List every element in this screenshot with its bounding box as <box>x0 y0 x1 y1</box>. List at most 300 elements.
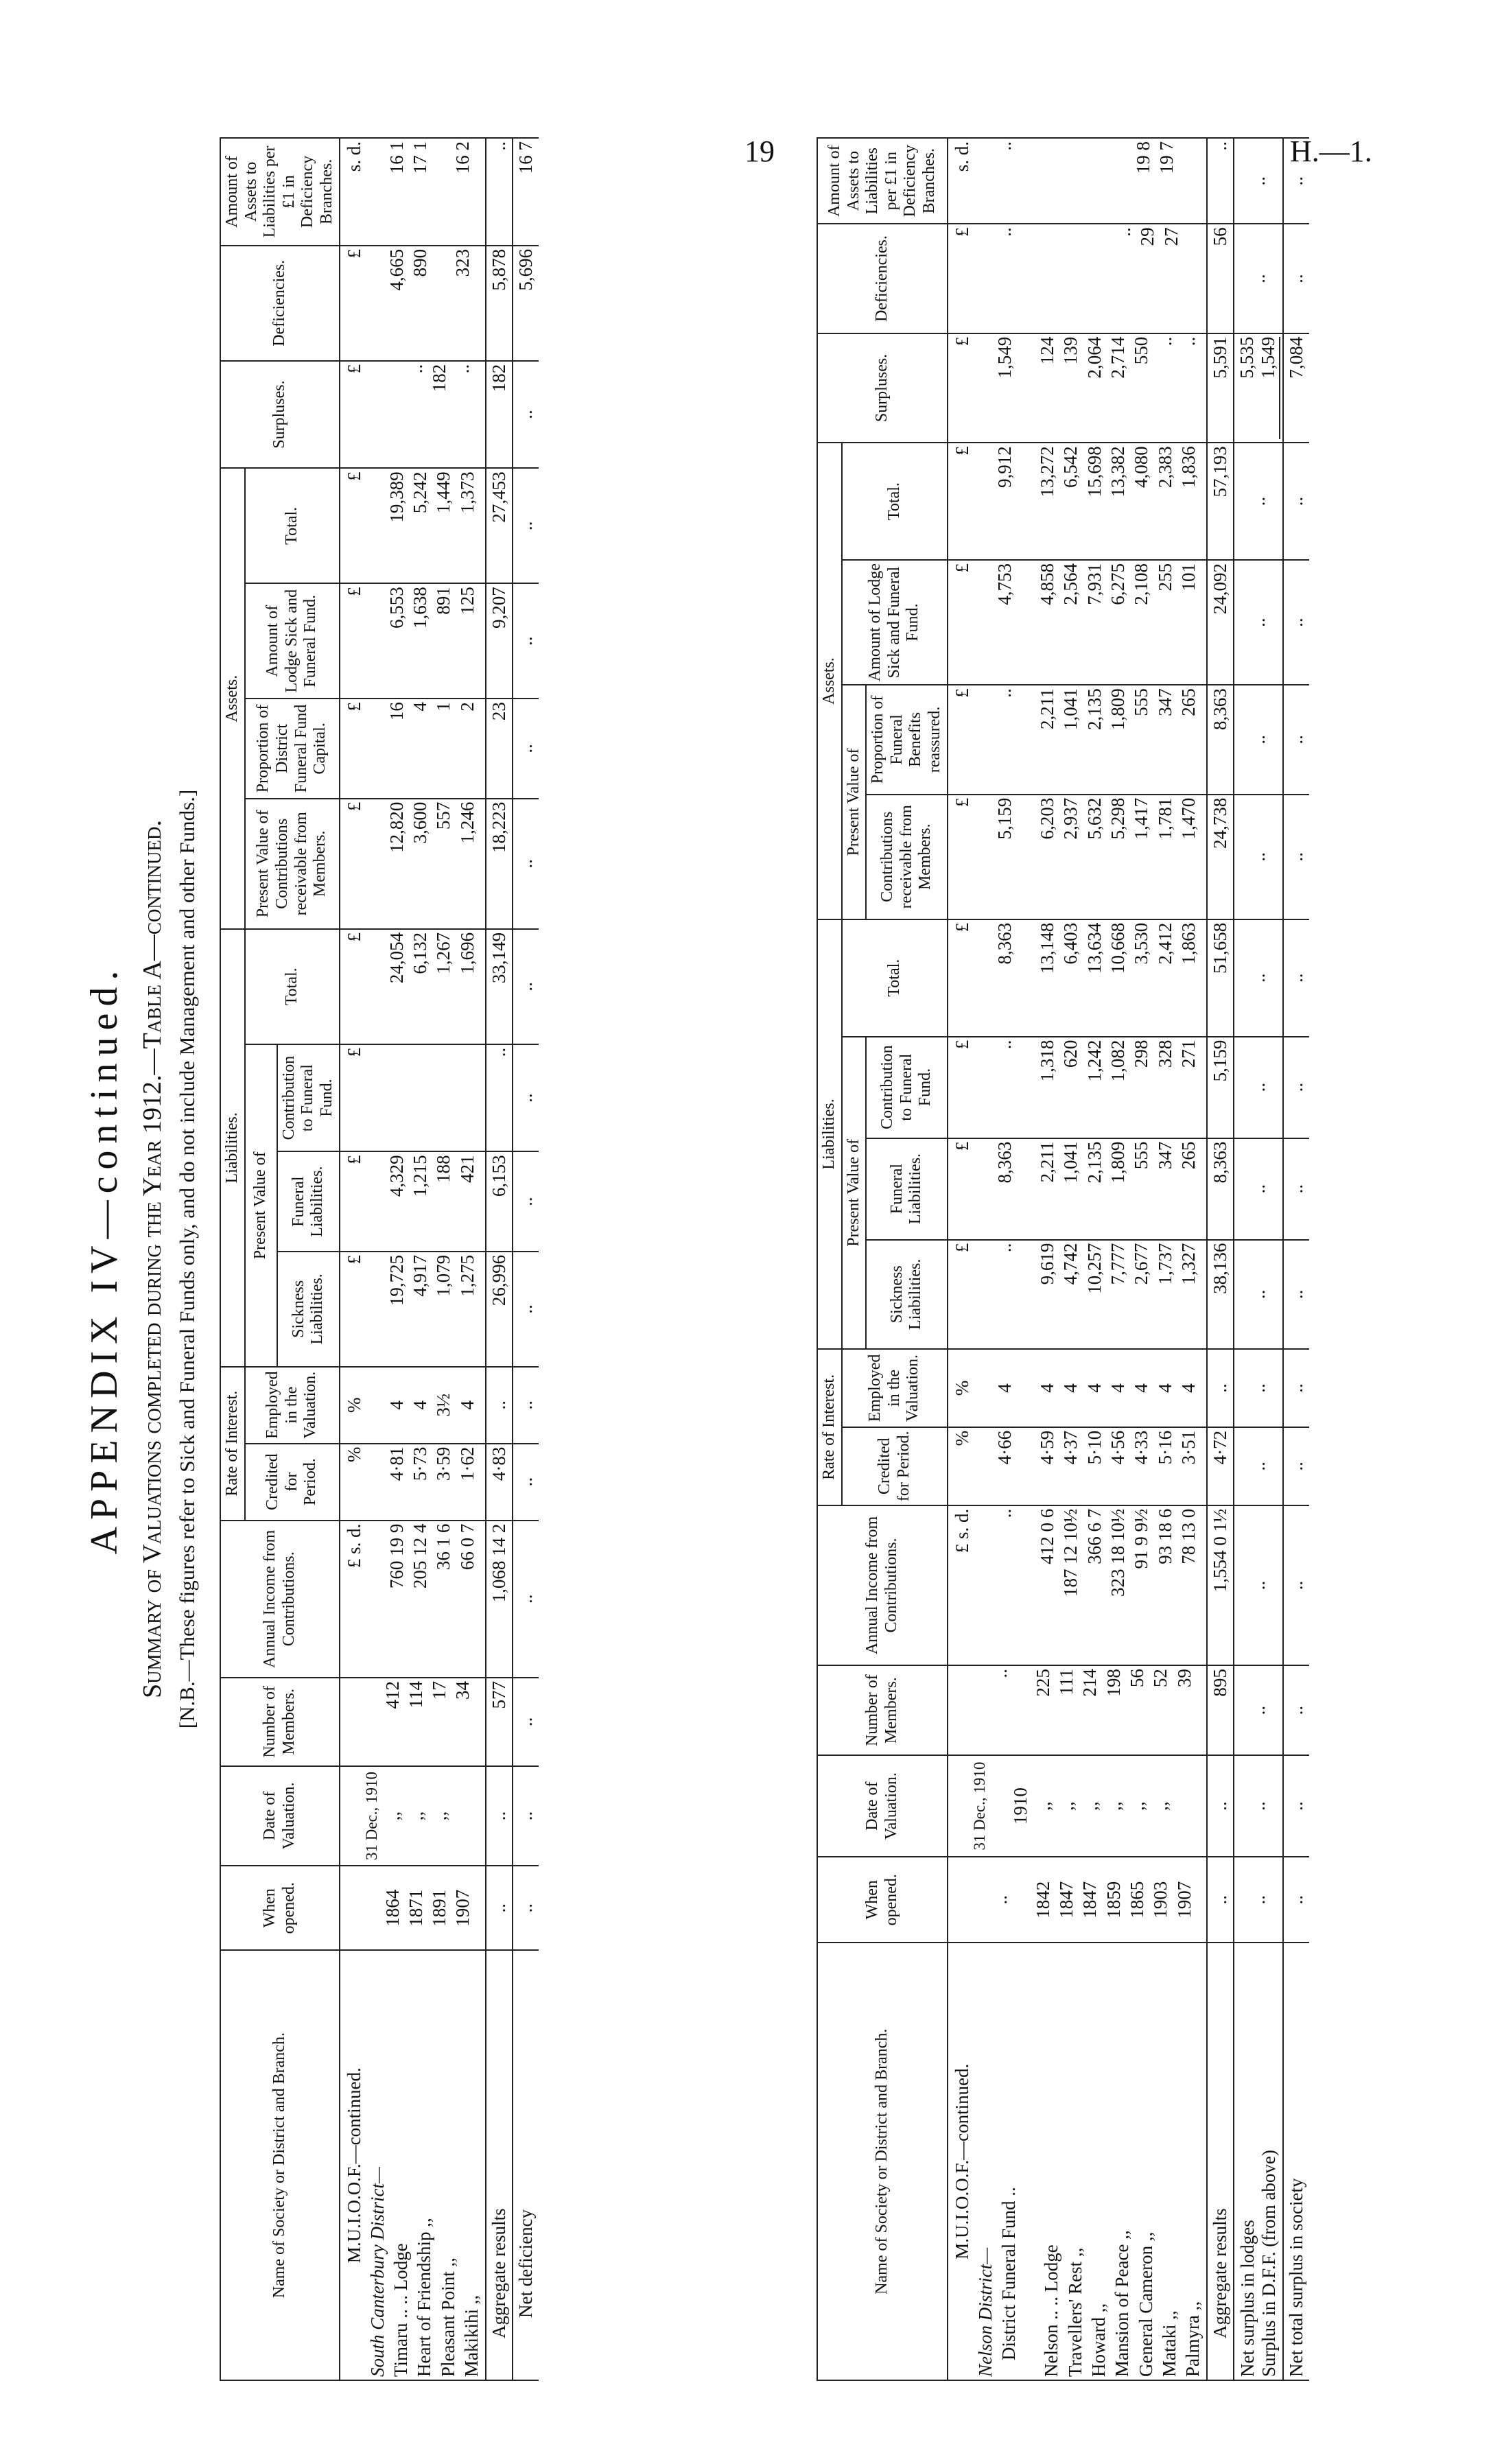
unit-label: £ <box>951 1040 972 1050</box>
members-value: 56 <box>1126 1669 1147 1688</box>
pv-value: 1,246 <box>456 801 478 844</box>
col-funeral: Funeral Liabilities. <box>866 1138 947 1240</box>
prop-value: 2,135 <box>1083 688 1105 730</box>
income-value: 93 18 6 <box>1154 1508 1175 1564</box>
opened-value: 1842 <box>1032 1881 1053 1919</box>
funeral-value: 347 <box>1154 1141 1175 1170</box>
credited-value: 4·81 <box>386 1446 407 1481</box>
col-surpluses: Surpluses. <box>817 333 948 443</box>
unit-label: £ <box>951 797 972 808</box>
aggregate-funeral: 8,363 <box>1207 1138 1234 1240</box>
date-value: ,, <box>406 1811 427 1821</box>
col-liabilities: Liabilities. <box>817 919 842 1349</box>
surplus-value: 182 <box>429 364 450 392</box>
unit-label: % <box>951 1430 972 1446</box>
members-value: 225 <box>1032 1669 1053 1697</box>
unit-label: £ <box>951 563 972 573</box>
income-value: 205 12 4 <box>410 1523 431 1589</box>
unit-label: % <box>343 1446 364 1463</box>
funeral-cell <box>340 1151 486 1251</box>
deficiency-value: 323 <box>452 248 473 277</box>
opened-value: 1859 <box>1103 1881 1124 1919</box>
employed-value: 4 <box>410 1400 431 1410</box>
unit-label: £ <box>951 446 972 456</box>
sickness-cell <box>948 1240 1208 1349</box>
opened-value: 1891 <box>429 1889 450 1927</box>
table-note: [N.B.—These figures refer to Sick and Funeral Funds only, and do not include Management and other Funds.] <box>175 789 199 1729</box>
funeral-value: 555 <box>1131 1141 1152 1170</box>
col-assets-total: Total. <box>842 443 948 560</box>
branch-name: District Funeral Fund .. <box>998 2187 1020 2360</box>
aggregate-assets: 57,193 <box>1207 443 1234 560</box>
col-employed: Employed in the Valuation. <box>842 1349 948 1427</box>
credited-value: 5·73 <box>410 1446 431 1481</box>
col-present-value: Present Value of <box>842 1037 867 1349</box>
surplus-value: 124 <box>1037 336 1058 365</box>
ratio-value <box>432 141 451 242</box>
prop-value: 4 <box>410 702 431 712</box>
names-cell <box>948 1943 1208 2380</box>
unit-label: £ <box>343 1047 364 1057</box>
sickness-value: 1,079 <box>433 1254 454 1297</box>
aggregate-contrib: 5,159 <box>1207 1037 1234 1138</box>
unit-label: £ <box>343 932 364 942</box>
opened-cell <box>948 1857 1208 1943</box>
lodge-value: 4,753 <box>994 563 1015 605</box>
opened-value: 1907 <box>1173 1881 1195 1919</box>
col-name: Name of Society or District and Branch. <box>220 1950 340 2380</box>
col-opened: When opened. <box>817 1857 948 1943</box>
lodge-cell <box>948 560 1208 685</box>
sickness-value: 4,917 <box>410 1254 431 1297</box>
date-value: ,, <box>430 1811 451 1821</box>
contrib-value: 1,318 <box>1037 1040 1058 1082</box>
branch-name: Makikihi ,, <box>460 2295 482 2377</box>
income-value: 187 12 10½ <box>1060 1508 1081 1597</box>
income-value: 323 18 10½ <box>1107 1508 1128 1597</box>
employed-value: 4 <box>1037 1383 1058 1393</box>
deficiency-value: .. <box>994 227 1015 237</box>
sickness-value: 2,677 <box>1131 1243 1152 1285</box>
income-value: 412 0 6 <box>1037 1508 1058 1564</box>
employed-cell <box>948 1349 1208 1427</box>
sickness-value: 4,742 <box>1060 1243 1081 1285</box>
assets-value: 1,449 <box>433 471 454 514</box>
prop-cell <box>340 699 486 798</box>
col-credited: Credited for Period. <box>842 1427 948 1505</box>
lodge-value: 6,553 <box>386 587 407 629</box>
credited-value: 5·16 <box>1154 1430 1175 1465</box>
col-deficiencies: Deficiencies. <box>220 246 340 361</box>
names-cell <box>340 1950 486 2380</box>
date-value: ,, <box>1127 1801 1149 1811</box>
branch-name: Mansion of Peace ,, <box>1112 2230 1133 2377</box>
liab-total-cell <box>948 919 1208 1037</box>
opened-value: 1847 <box>1056 1881 1077 1919</box>
aggregate-members: 895 <box>1207 1665 1234 1755</box>
aggregate-surplus: 182 <box>486 361 513 469</box>
col-sickness: Sickness Liabilities. <box>277 1252 340 1367</box>
assets-total-cell <box>948 443 1208 560</box>
branch-name: Timaru .. .. Lodge <box>390 2243 412 2377</box>
col-surpluses: Surpluses. <box>220 361 340 469</box>
funeral-value: 265 <box>1177 1141 1199 1170</box>
contrib-value: 328 <box>1154 1040 1175 1068</box>
date-value: ,, <box>1057 1801 1078 1811</box>
col-members: Number of Members. <box>220 1678 340 1766</box>
credited-value: 1·62 <box>456 1446 478 1481</box>
sickness-value: 1,737 <box>1154 1243 1175 1285</box>
net-surplus-lodges-value: 5,535 <box>1236 336 1258 379</box>
col-liab-total: Total. <box>245 929 340 1044</box>
col-employed: Employed in the Valuation. <box>245 1367 340 1444</box>
unit-label: % <box>343 1397 364 1413</box>
aggregate-funeral: 6,153 <box>486 1151 513 1251</box>
lodge-value: 2,108 <box>1131 563 1152 605</box>
sickness-value: 1,275 <box>456 1254 478 1297</box>
col-rate: Rate of Interest. <box>817 1349 842 1505</box>
credited-value: 5·10 <box>1083 1430 1105 1465</box>
opened-value: 1903 <box>1150 1881 1171 1919</box>
assets-value: 19,389 <box>386 471 407 523</box>
assets-value: 15,698 <box>1083 446 1105 497</box>
aggregate-label: Aggregate results <box>486 1950 513 2380</box>
assets-value: 1,373 <box>456 471 478 514</box>
liab-total-value: 6,403 <box>1060 922 1081 965</box>
surplus-value: .. <box>405 364 426 374</box>
net-deficiency-value: 5,696 <box>513 246 539 361</box>
credited-value: 4·66 <box>994 1430 1015 1465</box>
lodge-value: 101 <box>1177 563 1199 591</box>
date-value: ,, <box>1151 1801 1172 1811</box>
deficiency-value <box>432 249 451 357</box>
col-date: Date of Valuation. <box>817 1755 948 1857</box>
unit-label: £ <box>343 1155 364 1164</box>
assets-total-cell <box>340 468 486 583</box>
ratio-value: .. <box>994 141 1015 151</box>
assets-value: 1,836 <box>1177 446 1199 488</box>
members-value: 52 <box>1150 1669 1171 1688</box>
date-value: ,, <box>1103 1801 1125 1811</box>
income-value: 760 19 9 <box>386 1523 407 1589</box>
lodge-value: 891 <box>433 587 454 615</box>
surplus-value: .. <box>1154 336 1175 347</box>
surplus-value: 2,714 <box>1107 336 1128 379</box>
unit-label: £ <box>343 248 364 259</box>
deficiency-cell <box>948 224 1208 333</box>
credited-value: 4·56 <box>1107 1430 1128 1465</box>
pv-contrib-cell <box>948 795 1208 919</box>
credited-cell <box>340 1444 486 1521</box>
aggregate-credited: 4·83 <box>486 1444 513 1521</box>
contrib-funeral-cell <box>340 1044 486 1152</box>
unit-label: % <box>951 1380 972 1396</box>
lodge-value: 1,638 <box>410 587 431 629</box>
prop-value: 265 <box>1177 688 1199 716</box>
liab-total-cell <box>340 929 486 1044</box>
funeral-value: 188 <box>433 1155 454 1183</box>
col-pv-contrib: Present Value of Contributions receivable from Members. <box>245 799 340 929</box>
prop-value: 555 <box>1131 688 1152 716</box>
col-assets-total: Total. <box>245 468 340 583</box>
opened-value: .. <box>989 1894 1011 1905</box>
unit-label: £ <box>343 471 364 481</box>
contrib-value: 620 <box>1060 1040 1081 1068</box>
aggregate-row: Aggregate results .. .. 895 1,554 0 1½ 4·72 .. 38,136 8,363 5,159 51,658 24,738 8,363 24,092 57,193 5,591 56 .. <box>1207 138 1234 2380</box>
employed-value: 4 <box>1083 1383 1105 1393</box>
lodge-value: 6,275 <box>1107 563 1128 605</box>
net-surplus-lodges-row: Net surplus in lodges Surplus in D.F.F. (from above) .. .. .. .. .. .. .. .. .. .. .. .. .. .. 5,535 1,549 .. .. <box>1234 138 1283 2380</box>
employed-value: 4 <box>1107 1383 1128 1393</box>
col-deficiencies: Deficiencies. <box>817 224 948 333</box>
unit-label: £ s. d. <box>343 1523 364 1569</box>
employed-value: 4 <box>994 1383 1015 1393</box>
lodge-value: 125 <box>456 587 478 615</box>
net-total-surplus-value: 7,084 <box>1283 333 1309 443</box>
contrib-value: 298 <box>1131 1040 1152 1068</box>
opened-value: 1871 <box>405 1889 426 1927</box>
credited-value: 4·33 <box>1131 1430 1152 1465</box>
assets-value: 9,912 <box>994 446 1015 488</box>
branch-name: Pleasant Point ,, <box>437 2257 458 2377</box>
unit-label: £ <box>951 336 972 347</box>
liab-total-value: 8,363 <box>994 922 1015 965</box>
deficiency-value: .. <box>1114 227 1135 237</box>
sickness-cell <box>340 1252 486 1367</box>
surplus-cell <box>948 333 1208 443</box>
date-value: 31 Dec., 1910 <box>362 1771 380 1860</box>
branch-name: Palmyra ,, <box>1182 2301 1204 2377</box>
unit-label: £ <box>343 1254 364 1265</box>
contrib-value: 271 <box>1177 1040 1199 1068</box>
col-liab-total: Total. <box>842 919 948 1037</box>
sickness-value: 7,777 <box>1107 1243 1128 1285</box>
prop-value: 16 <box>386 702 407 721</box>
liab-total-value: 1,863 <box>1177 922 1199 965</box>
date-cell <box>340 1766 486 1866</box>
employed-value: 4 <box>386 1400 407 1410</box>
aggregate-pv: 18,223 <box>486 799 513 929</box>
deficiency-value: 27 <box>1160 227 1182 246</box>
funeral-value: 421 <box>456 1155 478 1183</box>
members-value: 111 <box>1056 1669 1077 1696</box>
col-ratio: Amount of Assets to Liabilities per £1 in Deficiency Branches. <box>817 138 948 224</box>
aggregate-pv: 24,738 <box>1207 795 1234 919</box>
table-subtitle: Summary of Valuations completed during the Year 1912.—Table A—continued. <box>138 820 167 1698</box>
employed-value: 4 <box>1060 1383 1081 1393</box>
contrib-value: 1,242 <box>1083 1040 1105 1082</box>
employed-value: 4 <box>1131 1383 1152 1393</box>
col-members: Number of Members. <box>817 1665 948 1755</box>
col-liabilities: Liabilities. <box>220 929 245 1367</box>
assets-value: 2,383 <box>1154 446 1175 488</box>
pv-value: 1,781 <box>1154 797 1175 840</box>
opened-value: 1865 <box>1126 1881 1147 1919</box>
contrib-value: 1,082 <box>1107 1040 1128 1082</box>
pv-value: 6,203 <box>1037 797 1058 840</box>
pv-value: 1,470 <box>1177 797 1199 840</box>
deficiency-cell <box>340 246 486 361</box>
prop-value: 2,211 <box>1037 688 1058 729</box>
pv-value: 5,298 <box>1107 797 1128 840</box>
aggregate-deficiency: 56 <box>1207 224 1234 333</box>
opened-value: 1864 <box>381 1889 403 1927</box>
unit-label: £ <box>343 801 364 812</box>
sickness-value: 1,327 <box>1177 1243 1199 1285</box>
unit-label: £ <box>343 702 364 712</box>
lodge-value: 2,564 <box>1060 563 1081 605</box>
net-total-surplus-row: Net total surplus in society .. .. .. .. .. .. .. .. .. .. .. .. .. .. 7,084 .. .. <box>1283 138 1309 2380</box>
unit-label: £ <box>951 922 972 932</box>
branch-name: Nelson .. .. Lodge <box>1041 2244 1062 2377</box>
col-contrib-receivable: Contributions receivable from Members. <box>866 795 947 919</box>
dff-surplus-value: 1,549 <box>1258 337 1280 439</box>
date-cell <box>948 1755 1208 1857</box>
deficiency-value: 29 <box>1137 227 1158 246</box>
aggregate-surplus: 5,591 <box>1207 333 1234 443</box>
aggregate-ratio: .. <box>486 138 513 246</box>
credited-value: 3·51 <box>1177 1430 1199 1465</box>
dff-surplus-label: Surplus in D.F.F. (from above) <box>1258 2150 1280 2377</box>
opened-value: 1907 <box>452 1889 473 1927</box>
lodge-value: 4,858 <box>1037 563 1058 605</box>
funeral-value: 4,329 <box>386 1155 407 1197</box>
aggregate-members: 577 <box>486 1678 513 1766</box>
members-value: 114 <box>405 1681 426 1709</box>
liab-total-value: 13,634 <box>1083 922 1105 974</box>
aggregate-credited: 4·72 <box>1207 1427 1234 1505</box>
lodge-value: 255 <box>1154 563 1175 591</box>
members-value: 34 <box>452 1681 473 1700</box>
surplus-value: 2,064 <box>1083 336 1105 379</box>
credited-cell <box>948 1427 1208 1505</box>
branch-name: Howard ,, <box>1088 2303 1109 2377</box>
opened-cell <box>340 1866 486 1950</box>
pv-value: 1,417 <box>1131 797 1152 840</box>
assets-value: 4,080 <box>1131 446 1152 488</box>
aggregate-label: Aggregate results <box>1207 1943 1234 2380</box>
aggregate-sickness: 26,996 <box>486 1252 513 1367</box>
employed-value: 4 <box>1177 1383 1199 1393</box>
aggregate-row: Aggregate results .. .. 577 1,068 14 2 4·83 .. 26,996 6,153 .. 33,149 18,223 23 9,207 27,453 182 5,878 .. <box>486 138 513 2380</box>
lodge-value: 7,931 <box>1083 563 1105 605</box>
branch-name: General Cameron ,, <box>1135 2231 1156 2377</box>
ratio-cell <box>340 138 486 246</box>
page-number: 19 <box>744 134 775 168</box>
assets-value: 13,272 <box>1037 446 1058 497</box>
sickness-value: 9,619 <box>1037 1243 1058 1285</box>
branch-name: Mataki ,, <box>1158 2310 1179 2377</box>
liab-total-value: 1,267 <box>433 932 454 974</box>
pv-value: 5,632 <box>1083 797 1105 840</box>
col-funeral: Funeral Liabilities. <box>277 1151 340 1251</box>
unit-label: £ <box>951 1243 972 1253</box>
col-date: Date of Valuation. <box>220 1766 340 1866</box>
income-cell <box>948 1505 1208 1665</box>
col-assets-present-value: Present Value of <box>842 685 867 919</box>
aggregate-prop: 23 <box>486 699 513 798</box>
society-name: M.U.I.O.O.F.—continued. <box>343 2067 364 2264</box>
unit-label: £ <box>951 1141 972 1151</box>
col-prop-reassured: Proportion of Funeral Benefits reassured. <box>866 685 947 794</box>
col-income: Annual Income from Contributions. <box>817 1505 948 1665</box>
employed-cell <box>340 1367 486 1444</box>
sickness-value: .. <box>994 1243 1015 1253</box>
sickness-value: 19,725 <box>386 1254 407 1306</box>
members-value: 412 <box>381 1681 403 1709</box>
aggregate-prop: 8,363 <box>1207 685 1234 794</box>
prop-value: 1,041 <box>1060 688 1081 730</box>
liab-total-value: 3,530 <box>1131 922 1152 965</box>
liab-total-value: 10,668 <box>1107 922 1128 974</box>
credited-value: 3·59 <box>433 1446 454 1481</box>
liab-total-value: 6,132 <box>410 932 431 974</box>
members-value: 198 <box>1103 1669 1124 1697</box>
net-deficiency-label: Net deficiency <box>513 1950 539 2380</box>
members-cell <box>948 1665 1208 1755</box>
aggregate-income: 1,068 14 2 <box>486 1521 513 1678</box>
surplus-cell <box>340 361 486 469</box>
net-ratio-value: 16 7 <box>513 138 539 246</box>
date-value: ,, <box>1033 1801 1055 1811</box>
surplus-value: .. <box>1177 336 1199 347</box>
income-value: .. <box>994 1508 1015 1518</box>
aggregate-deficiency: 5,878 <box>486 246 513 361</box>
income-value: 91 9 9½ <box>1131 1508 1152 1569</box>
members-cell <box>340 1678 486 1766</box>
members-value: 214 <box>1079 1669 1101 1697</box>
unit-label: £ <box>951 227 972 237</box>
members-value: 17 <box>429 1681 450 1700</box>
unit-label: £ <box>951 688 972 698</box>
ratio-value: 17 1 <box>410 141 431 174</box>
unit-label: s. d. <box>343 141 364 172</box>
net-surplus-lodges-label: Net surplus in lodges <box>1237 2220 1258 2377</box>
members-value: .. <box>989 1669 1011 1678</box>
ratio-value: 16 2 <box>452 141 473 174</box>
col-lodge-fund: Amount of Lodge Sick and Funeral Fund. <box>842 560 948 685</box>
district-name: South Canterbury District— <box>366 2166 388 2377</box>
income-value: 66 0 7 <box>456 1523 478 1571</box>
date-value: ,, <box>382 1811 403 1821</box>
assets-value: 6,542 <box>1060 446 1081 488</box>
col-ratio: Amount of Assets to Liabilities per £1 in Deficiency Branches. <box>220 138 340 246</box>
branch-name: Heart of Friendship ,, <box>414 2218 435 2377</box>
unit-label: £ s. d. <box>951 1508 972 1553</box>
ratio-value: 19 8 <box>1133 141 1154 174</box>
employed-value: 4 <box>456 1400 478 1410</box>
prop-value: 1 <box>433 702 454 712</box>
unit-label: £ <box>343 364 364 374</box>
members-value: 39 <box>1173 1669 1195 1688</box>
net-total-surplus-label: Net total surplus in society <box>1283 1943 1309 2380</box>
col-opened: When opened. <box>220 1866 340 1950</box>
income-value: 36 1 6 <box>433 1523 454 1571</box>
prop-cell <box>948 685 1208 794</box>
ratio-value: 16 1 <box>386 141 407 174</box>
pv-value: 12,820 <box>386 801 407 853</box>
deficiency-value: 890 <box>410 248 431 277</box>
document-code: H.—1. <box>1290 134 1372 168</box>
surplus-value: .. <box>452 364 473 374</box>
lodge-cell <box>340 583 486 699</box>
funeral-value: 2,135 <box>1083 1141 1105 1184</box>
col-sickness: Sickness Liabilities. <box>866 1240 947 1349</box>
ratio-cell <box>948 138 1208 224</box>
col-rate: Rate of Interest. <box>220 1367 245 1521</box>
aggregate-liab-total: 33,149 <box>486 929 513 1044</box>
pv-value: 2,937 <box>1060 797 1081 840</box>
